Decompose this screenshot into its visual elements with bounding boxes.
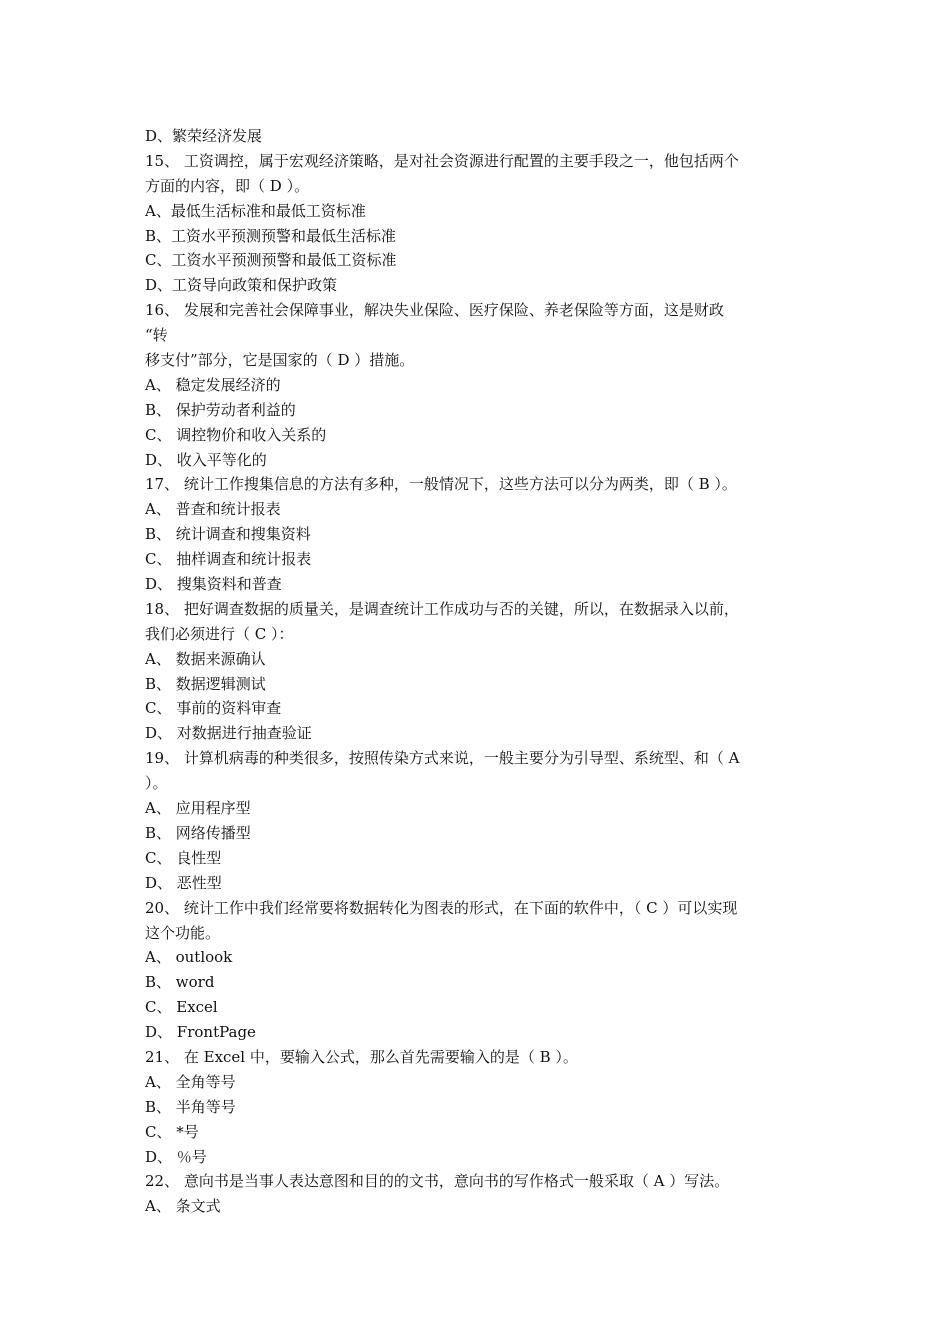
option-line: B、 网络传播型 [145,823,251,842]
option-line: A、 全角等号 [145,1072,236,1091]
text-line: 我们必须进行（ C ）： [145,624,294,643]
question-19-text: 19、 计算机病毒的种类很多，按照传染方式来说，一般主要分为引导型、系统型、和（ A [145,749,740,768]
option-line: A、最低生活标准和最低工资标准 [145,201,366,220]
question-20-text: 20、 统计工作中我们经常要将数据转化为图表的形式，在下面的软件中，（ C ）可以实现 [145,898,738,917]
option-line: C、 Excel [145,998,218,1017]
question-18-text: 18、 把好调查数据的质量关，是调查统计工作成功与否的关键，所以，在数据录入以前， [145,599,739,618]
option-line: D、 FrontPage [145,1023,256,1042]
option-line: B、 word [145,973,215,992]
option-line: A、 条文式 [145,1197,221,1216]
option-line: B、 统计调查和搜集资料 [145,525,311,544]
question-21-text: 21、 在 Excel 中，要输入公式，那么首先需要输入的是（ B ）。 [145,1047,578,1066]
option-line: B、 保护劳动者利益的 [145,400,296,419]
text-line: ）。 [145,774,168,793]
option-line: D、 对数据进行抽查验证 [145,724,312,743]
text-line: 移支付”部分，它是国家的（ D ）措施。 [145,351,415,370]
option-line: A、 outlook [145,948,233,967]
option-line: C、 良性型 [145,848,222,867]
option-line: D、 ％号 [145,1147,207,1166]
option-line: D、 搜集资料和普查 [145,575,282,594]
option-line: B、 数据逻辑测试 [145,674,266,693]
option-line: D、 收入平等化的 [145,450,267,469]
option-line: A、 稳定发展经济的 [145,375,281,394]
text-line: 这个功能。 [145,923,221,942]
question-16-text: 16、 发展和完善社会保障事业，解决失业保险、医疗保险、养老保险等方面，这是财政 [145,301,724,320]
text-line: 方面的内容，即（ D ）。 [145,176,310,195]
option-line: B、工资水平预测预警和最低生活标准 [145,226,397,245]
question-15-text: 15、 工资调控，属于宏观经济策略，是对社会资源进行配置的主要手段之一，他包括两个 [145,151,739,170]
question-22-text: 22、 意向书是当事人表达意图和目的的文书，意向书的写作格式一般采取（ A ）写法。 [145,1172,730,1191]
text-line: “转 [145,326,168,345]
option-line: C、 事前的资料审查 [145,699,282,718]
option-line: A、 普查和统计报表 [145,500,281,519]
option-line: D、 恶性型 [145,873,222,892]
option-line: D、工资导向政策和保护政策 [145,276,338,295]
question-17-text: 17、 统计工作搜集信息的方法有多种，一般情况下，这些方法可以分为两类，即（ B ）。 [145,475,737,494]
option-line: C、 调控物价和收入关系的 [145,425,327,444]
option-line: A、 数据来源确认 [145,649,266,668]
option-line: A、 应用程序型 [145,799,251,818]
option-line: C、 抽样调查和统计报表 [145,550,312,569]
document-page [145,124,810,1219]
option-line: C、工资水平预测预警和最低工资标准 [145,251,397,270]
text-line: D、繁荣经济发展 [145,127,263,145]
option-line: C、 *号 [145,1122,199,1141]
option-line: B、 半角等号 [145,1097,236,1116]
